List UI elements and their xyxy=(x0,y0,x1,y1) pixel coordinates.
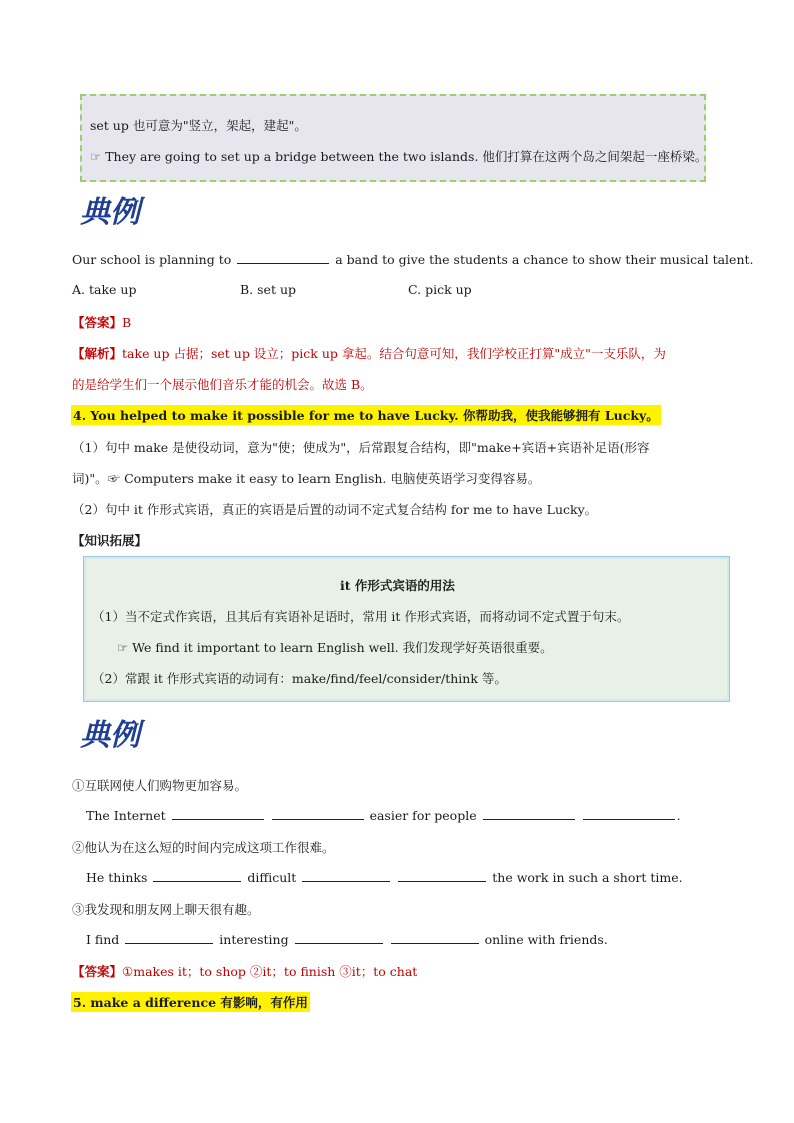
question-1-before: Our school is planning to xyxy=(72,252,232,267)
note-line-2-text: They are going to set up a bridge between the two islands. 他们打算在这两个岛之间架起一座桥梁。 xyxy=(105,149,708,164)
exercise-2-blank-3[interactable] xyxy=(398,869,486,882)
answer-1-label: 【答案】 xyxy=(72,315,123,330)
exercise-1-blank-2[interactable] xyxy=(272,807,364,820)
exercise-1-blank-1[interactable] xyxy=(172,807,264,820)
exercise-3-part-a: I find xyxy=(86,932,120,947)
answer-1-value: B xyxy=(122,315,132,330)
answer-1 xyxy=(72,313,131,331)
exercise-3-part-c: online with friends. xyxy=(484,932,608,947)
hand-pointing-icon: ☞ xyxy=(90,149,102,164)
exercise-1-part-a: The Internet xyxy=(86,808,166,823)
exercise-1-part-b: easier for people xyxy=(369,808,477,823)
note-line-2 xyxy=(90,147,707,165)
knowledge-example: ☞ We find it important to learn English well. 我们发现学好英语很重要。 xyxy=(117,640,553,655)
answer-2-value: ①makes it；to shop ②it；to finish ③it；to chat xyxy=(122,964,418,979)
point-1-line-1: （1）句中 make 是使役动词，意为"使；使成为"，后常跟复合结构，即"make+宾语+宾语补足语(形容 xyxy=(72,440,650,455)
option-a[interactable]: A. take up xyxy=(72,282,137,297)
exercise-2-english xyxy=(86,869,683,885)
exercise-2-part-b: difficult xyxy=(247,870,297,885)
knowledge-rule-2: （2）常跟 it 作形式宾语的动词有：make/find/feel/consider/think 等。 xyxy=(92,671,507,686)
option-c[interactable]: C. pick up xyxy=(408,282,472,297)
exercise-1-english xyxy=(86,807,681,823)
example-logo xyxy=(78,192,152,235)
exercise-3-blank-1[interactable] xyxy=(125,931,213,944)
question-1-after: a band to give the students a chance to show their musical talent. xyxy=(335,252,754,267)
exercise-2-blank-2[interactable] xyxy=(302,869,390,882)
exercise-2-chinese: ②他认为在这么短的时间内完成这项工作很难。 xyxy=(72,840,335,855)
answer-2-label: 【答案】 xyxy=(72,964,123,979)
option-b[interactable]: B. set up xyxy=(240,282,296,297)
point-1-line-2: 词)"。☞ Computers make it easy to learn English. 电脑使英语学习变得容易。 xyxy=(72,471,541,486)
exercise-1-chinese: ①互联网使人们购物更加容易。 xyxy=(72,778,248,793)
expand-label: 【知识拓展】 xyxy=(72,533,148,548)
note-box xyxy=(80,94,706,182)
analysis-1-text: take up 占据；set up 设立；pick up 拿起。结合句意可知，我们学校正打算"成立"一支乐队，为 xyxy=(122,346,666,361)
exercise-2-part-a: He thinks xyxy=(86,870,148,885)
example-logo-text: 典例 xyxy=(80,195,140,230)
exercise-2-blank-1[interactable] xyxy=(153,869,241,882)
example-logo-2-text: 典例 xyxy=(80,718,140,753)
exercise-2-part-c: the work in such a short time. xyxy=(492,870,683,885)
exercise-3-blank-2[interactable] xyxy=(295,931,383,944)
heading-5: 5. make a difference 有影响，有作用 xyxy=(71,992,310,1012)
example-logo-2 xyxy=(78,715,152,758)
exercise-1-end: . xyxy=(676,808,681,823)
heading-4: 4. You helped to make it possible for me to have Lucky. 你帮助我，使我能够拥有 Lucky。 xyxy=(71,405,661,425)
example-logo-2-icon xyxy=(78,715,152,755)
exercise-1-blank-4[interactable] xyxy=(583,807,675,820)
question-1-sentence xyxy=(72,251,754,267)
analysis-1-line-1 xyxy=(72,344,666,362)
knowledge-rule-1: （1）当不定式作宾语，且其后有宾语补足语时，常用 it 作形式宾语，而将动词不定式置于句末。 xyxy=(92,609,630,624)
point-2: （2）句中 it 作形式宾语，真正的宾语是后置的动词不定式复合结构 for me to have Lucky。 xyxy=(72,502,598,517)
answer-2 xyxy=(72,962,417,980)
note-line-1: set up 也可意为"竖立，架起，建起"。 xyxy=(90,118,307,133)
exercise-3-chinese: ③我发现和朋友网上聊天很有趣。 xyxy=(72,902,260,917)
exercise-3-english xyxy=(86,931,608,947)
analysis-1-line-2: 的是给学生们一个展示他们音乐才能的机会。故选 B。 xyxy=(72,377,373,392)
exercise-3-blank-3[interactable] xyxy=(391,931,479,944)
exercise-3-part-b: interesting xyxy=(219,932,289,947)
question-1-blank[interactable] xyxy=(237,251,329,264)
exercise-1-blank-3[interactable] xyxy=(483,807,575,820)
example-logo-icon xyxy=(78,192,152,232)
knowledge-box-title: it 作形式宾语的用法 xyxy=(340,578,455,593)
analysis-1-label: 【解析】 xyxy=(72,346,123,361)
